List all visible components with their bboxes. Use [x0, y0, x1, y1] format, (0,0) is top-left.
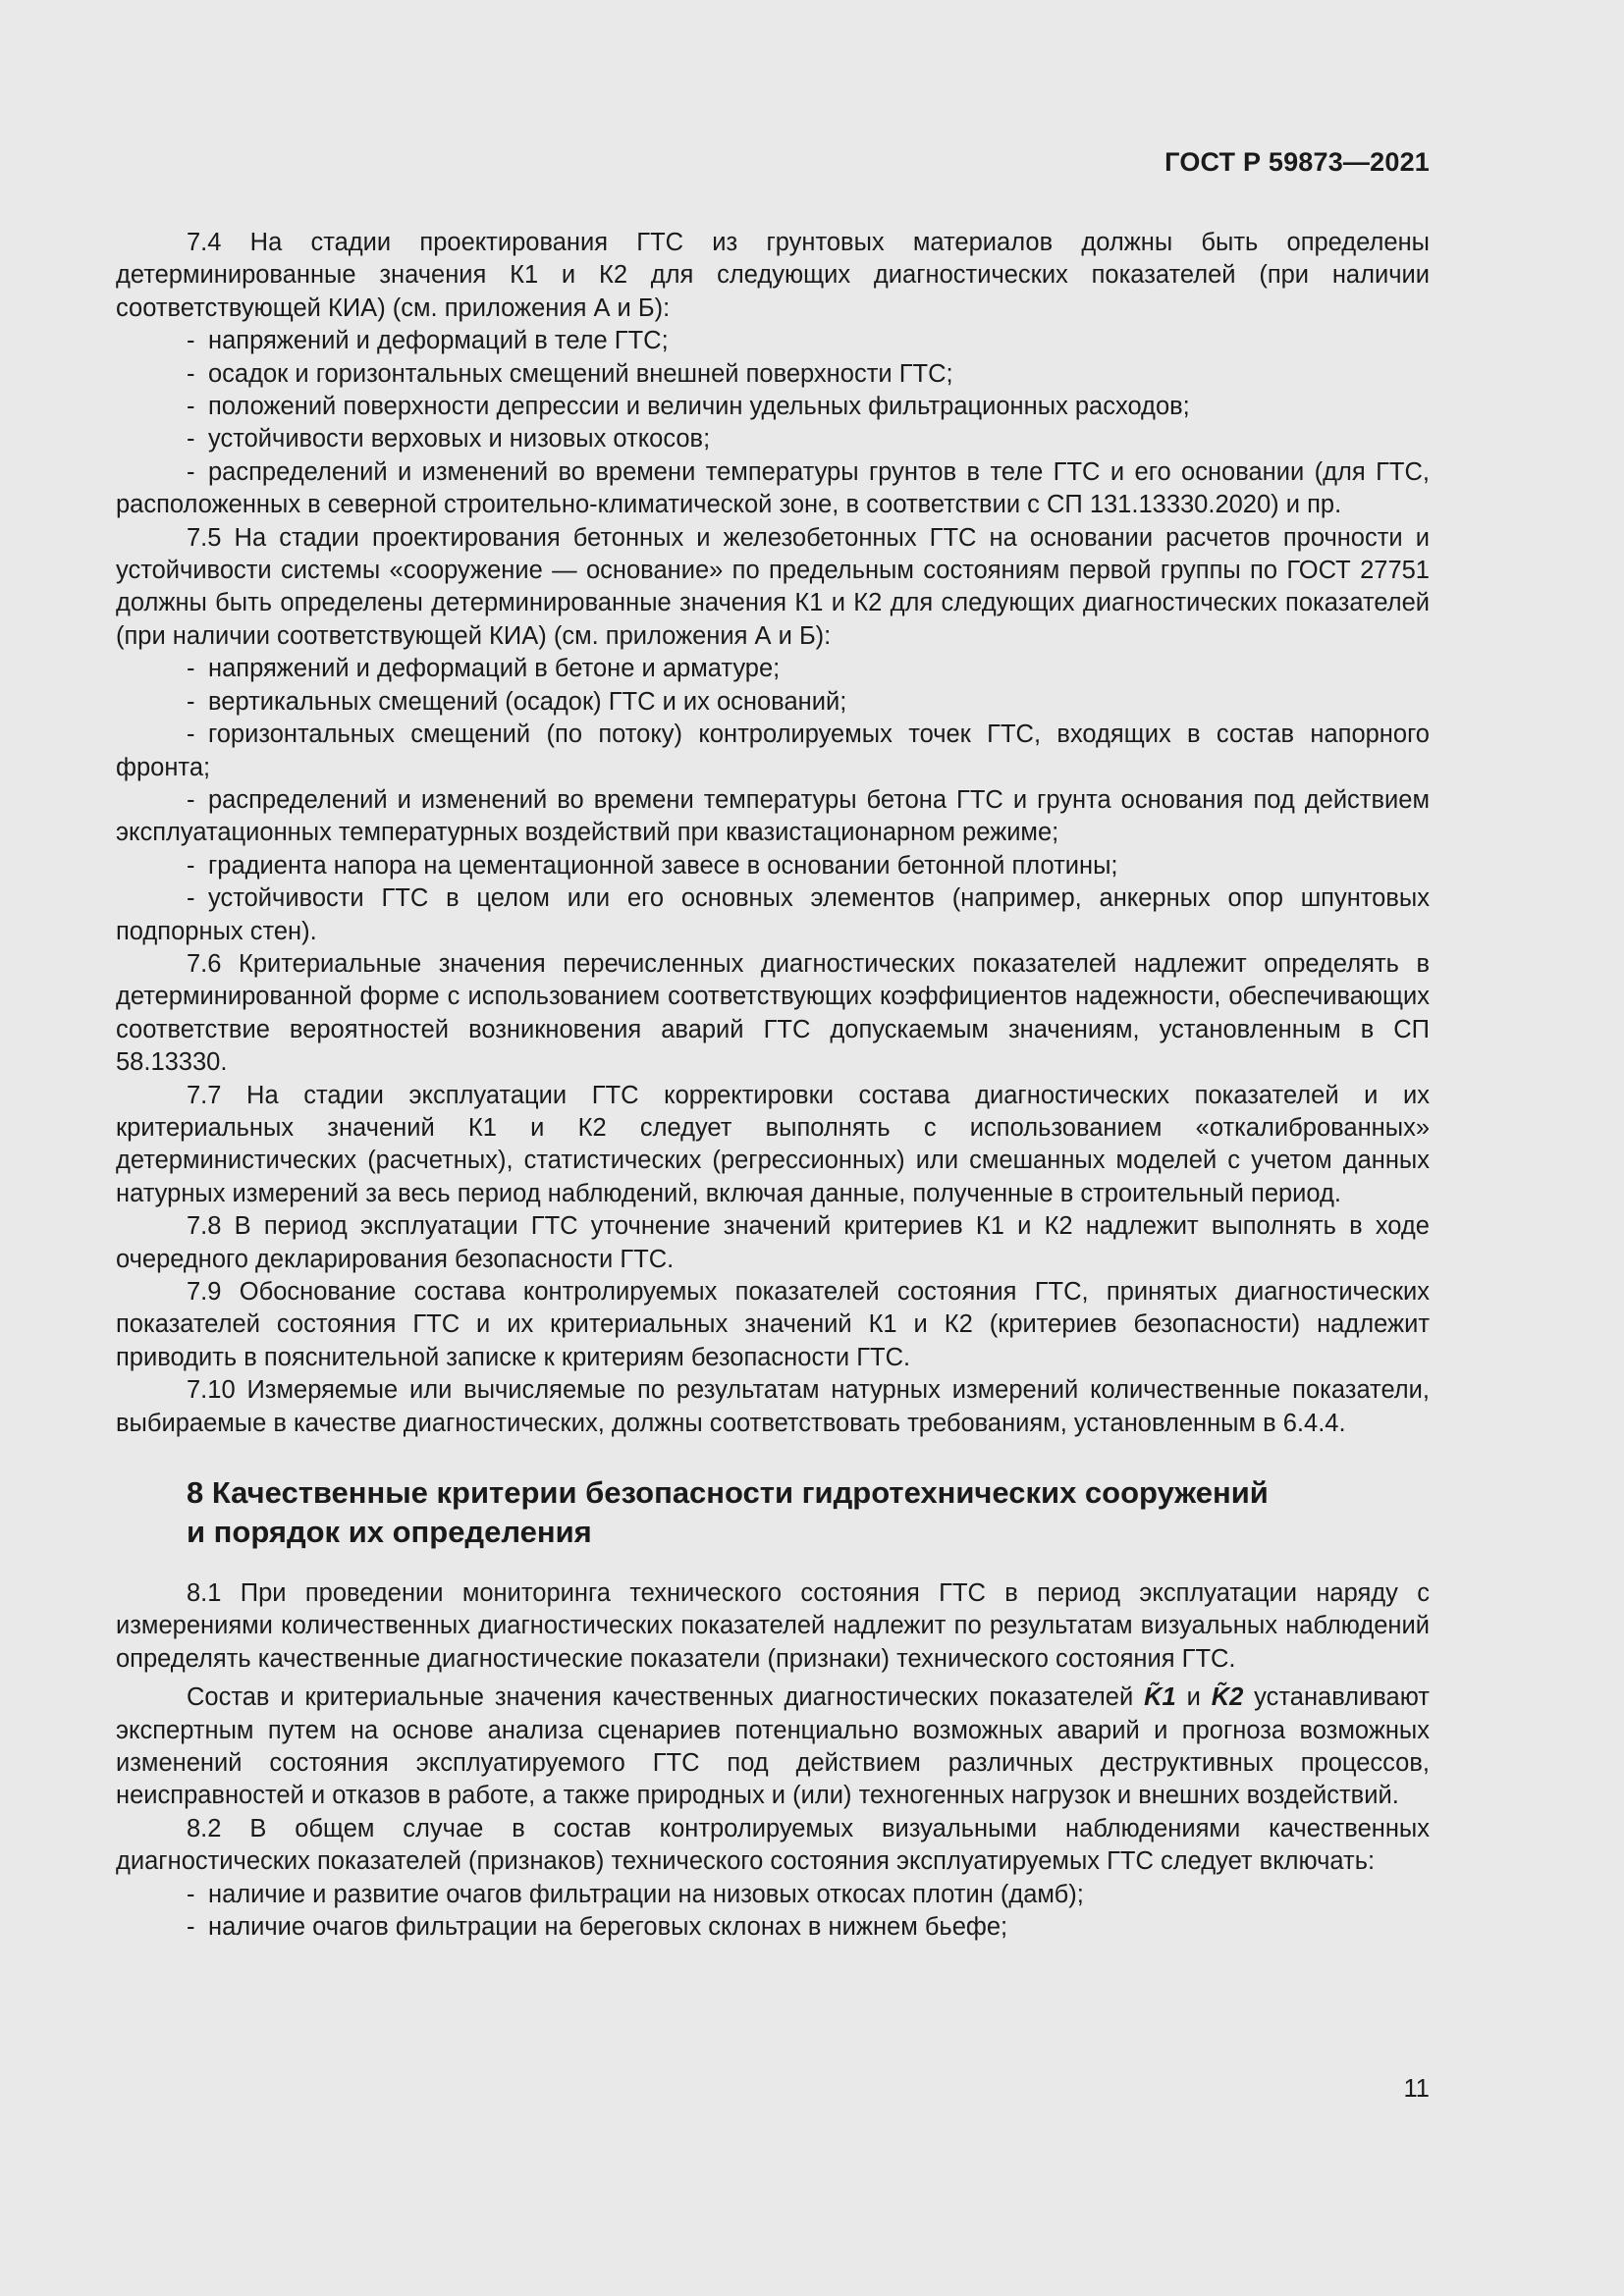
clause-7-10: 7.10 Измеряемые или вычисляемые по результатам натурных измерений количественные показатели, выбираемые в качестве диагностических, должны соответствовать требованиям, установленным в 6.4.4. — [116, 1376, 1430, 1437]
list-item: - вертикальных смещений (осадок) ГТС и их оснований; — [187, 687, 847, 716]
clause-7-9: 7.9 Обоснование состава контролируемых показателей состояния ГТС, принятых диагностических показателей состояния ГТС и их критериальных значений К1 и К2 (критериев безопасности) надлежит приводить в пояснительной записке к критериям безопасности ГТС. — [116, 1278, 1430, 1371]
list-item: - наличие и развитие очагов фильтрации на низовых откосах плотин (дамб); — [187, 1880, 1084, 1908]
document-body — [116, 227, 1430, 1945]
clause-8-1: 8.1 При проведении мониторинга технического состояния ГТС в период эксплуатации наряду с измерениями количественных диагностических показателей надлежит по результатам визуальных наблюдений определять качественные диагностические показатели (признаки) технического состояния ГТС. — [116, 1579, 1430, 1673]
clause-7-8: 7.8 В период эксплуатации ГТС уточнение значений критериев К1 и К2 надлежит выполнять в ходе очередного декларирования безопасности ГТС. — [116, 1212, 1430, 1273]
list-item: - напряжений и деформаций в бетоне и арматуре; — [187, 655, 781, 683]
list-item: - градиента напора на цементационной завесе в основании бетонной плотины; — [187, 851, 1118, 880]
list-item: - наличие очагов фильтрации на береговых склонах в нижнем бьефе; — [187, 1913, 1008, 1942]
section-8-title-line1: 8 Качественные критерии безопасности гидротехнических сооружений — [187, 1475, 1269, 1511]
clause-7-6: 7.6 Критериальные значения перечисленных диагностических показателей надлежит определять в детерминированной форме с использованием соответствующих коэффициентов надежности, обеспечивающих соответствие вероятностей возникновения аварий ГТС допускаемым значениям, установленным в СП 58.13330. — [116, 949, 1430, 1077]
document-code: ГОСТ Р 59873—2021 — [1164, 147, 1430, 177]
list-item: - распределений и изменений во времени температуры грунтов в теле ГТС и его основании (для ГТС, расположенных в северной строительно-климатической зоне, в соответствии с СП 131.13330.2020) и пр. — [116, 457, 1430, 519]
list-item: - напряжений и деформаций в теле ГТС; — [187, 327, 669, 355]
clause-7-5: 7.5 На стадии проектирования бетонных и железобетонных ГТС на основании расчетов прочности и устойчивости системы «сооружение — основание» по предельным состояниям первой группы по ГОСТ 27751 должны быть определены детерминированные значения К1 и К2 для следующих диагностических показателей (при наличии соответствующей КИА) (см. приложения А и Б): — [116, 523, 1430, 650]
k1-tilde-symbol: K̃1 — [1144, 1683, 1176, 1712]
list-item: - устойчивости ГТС в целом или его основных элементов (например, анкерных опор шпунтовых подпорных стен). — [116, 884, 1430, 945]
page-number: 11 — [1403, 2075, 1430, 2103]
clause-7-4: 7.4 На стадии проектирования ГТС из грунтовых материалов должны быть определены детерминированные значения К1 и К2 для следующих диагностических показателей (при наличии соответствующей КИА) (см. приложения А и Б): — [116, 229, 1430, 322]
list-item: - распределений и изменений во времени температуры бетона ГТС и грунта основания под действием эксплуатационных температурных воздействий при квазистационарном режиме; — [116, 785, 1430, 847]
section-8-title-line2: и порядок их определения — [187, 1515, 592, 1550]
list-item: - осадок и горизонтальных смещений внешней поверхности ГТС; — [187, 359, 953, 388]
section-8-heading — [187, 1473, 1430, 1552]
list-item: - горизонтальных смещений (по потоку) контролируемых точек ГТС, входящих в состав напорного фронта; — [116, 721, 1430, 781]
clause-8-1-composition: Состав и критериальные значения качественных диагностических показателей K̃1 и K̃2 устанавливают экспертным путем на основе анализа сценариев потенциально возможных аварий и прогноза возможных изменений состояния эксплуатируемого ГТС под действием различных деструктивных процессов, неисправностей и отказов в работе, а также природных и (или) техногенных нагрузок и внешних воздействий. — [116, 1683, 1430, 1810]
list-item: - положений поверхности депрессии и величин удельных фильтрационных расходов; — [187, 393, 1190, 421]
clause-7-7: 7.7 На стадии эксплуатации ГТС корректировки состава диагностических показателей и их критериальных значений К1 и К2 следует выполнять с использованием «откалиброванных» детерминистических (расчетных), статистических (регрессионных) или смешанных моделей с учетом данных натурных измерений за весь период наблюдений, включая данные, полученные в строительный период. — [116, 1081, 1430, 1207]
k2-tilde-symbol: K̃2 — [1211, 1683, 1244, 1712]
list-item: - устойчивости верховых и низовых откосов; — [187, 425, 711, 454]
clause-8-2: 8.2 В общем случае в состав контролируемых визуальными наблюдениями качественных диагностических показателей (признаков) технического состояния эксплуатируемых ГТС следует включать: — [116, 1814, 1430, 1876]
